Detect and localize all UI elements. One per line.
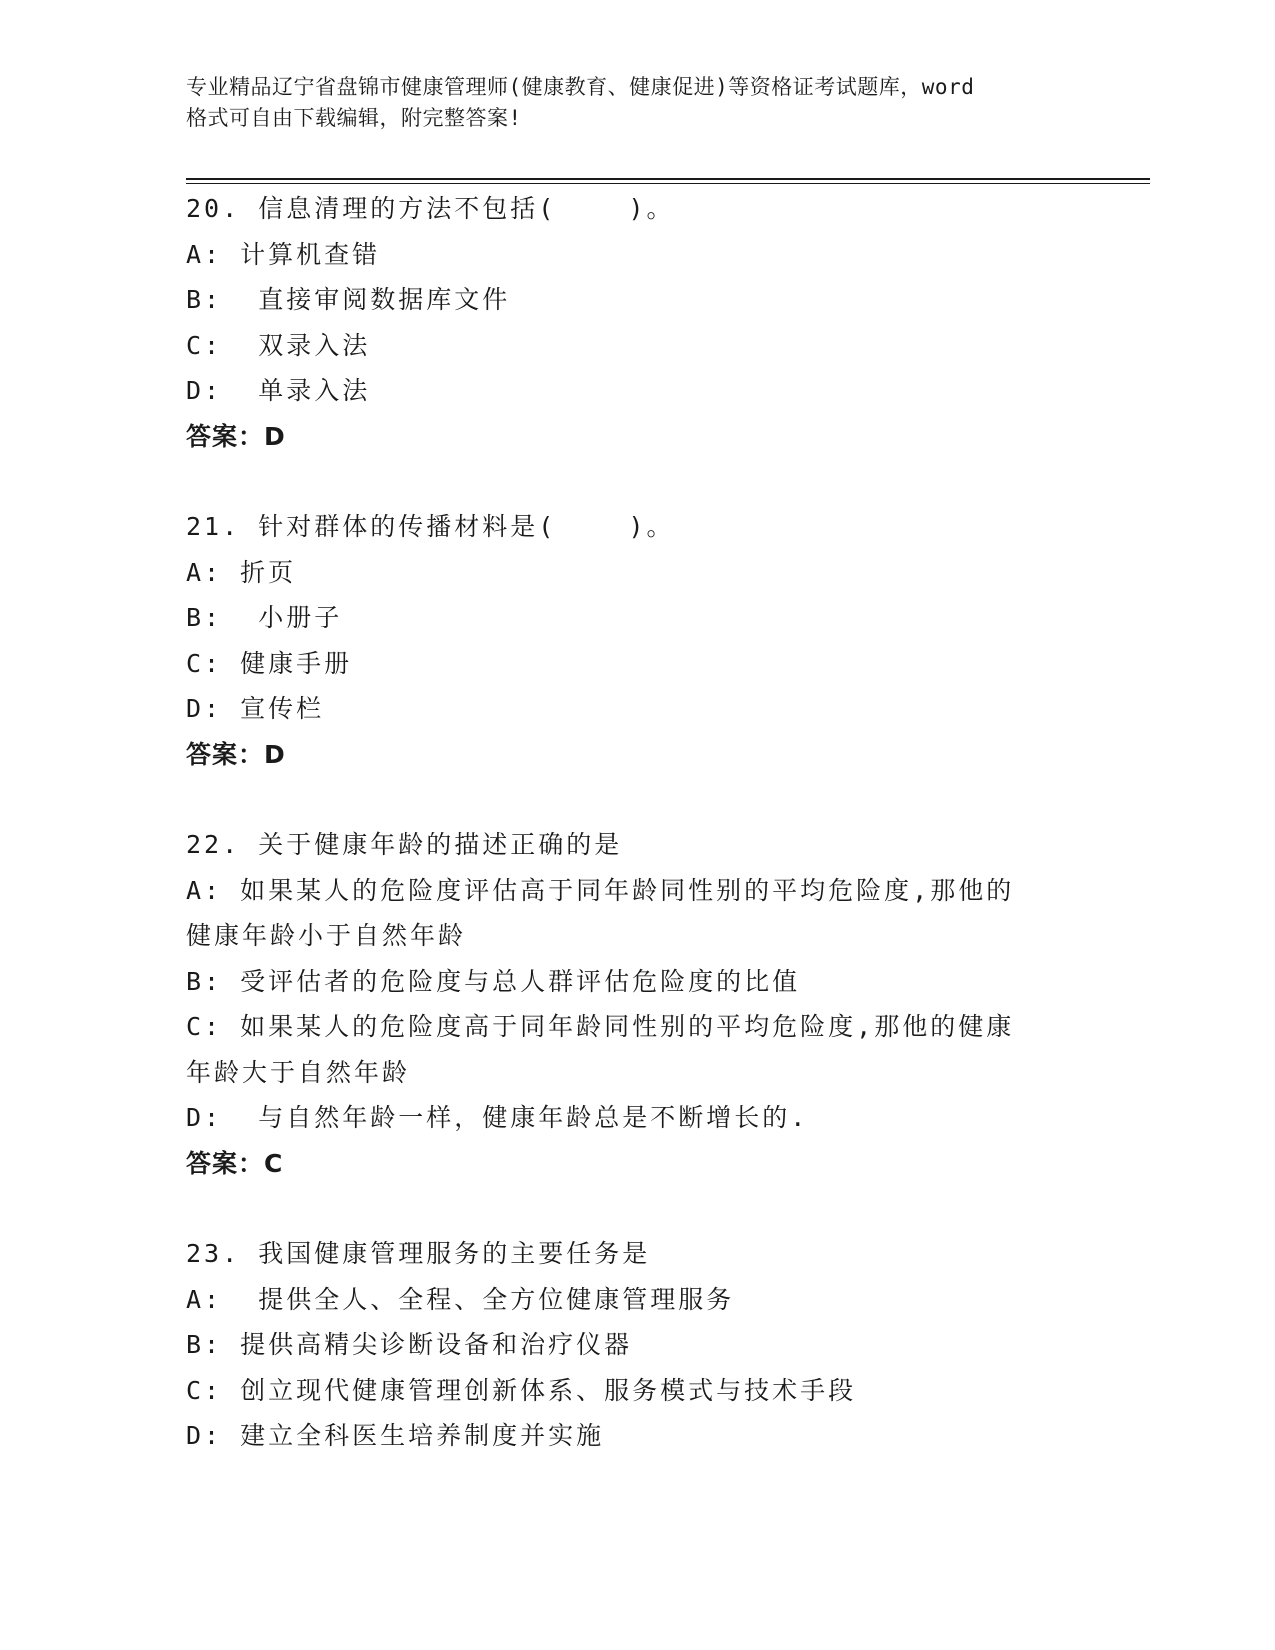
option-a: A: 提供全人、全程、全方位健康管理服务 — [186, 1284, 735, 1314]
answer: 答案：D — [186, 739, 286, 769]
answer: 答案：C — [186, 1148, 284, 1178]
question-stem: 23. 我国健康管理服务的主要任务是 — [186, 1239, 651, 1268]
option-d: D: 宣传栏 — [186, 694, 325, 723]
question-stem: 22. 关于健康年龄的描述正确的是 — [186, 830, 623, 859]
header-line-2: 格式可自由下载编辑，附完整答案! — [186, 106, 522, 130]
header-divider — [186, 178, 1150, 184]
option-a-text: A: 如果某人的危险度评估高于同年龄同性别的平均危险度,那他的健康年龄小于自然年龄 — [186, 875, 1015, 950]
option-c-text: C: 如果某人的危险度高于同年龄同性别的平均危险度,那他的健康年龄大于自然年龄 — [186, 1012, 1015, 1087]
document-header — [186, 72, 1086, 134]
option-d: D: 与自然年龄一样，健康年龄总是不断增长的. — [186, 1103, 809, 1132]
question-stem: 21. 针对群体的传播材料是( )。 — [186, 512, 675, 541]
header-line-1: 专业精品辽宁省盘锦市健康管理师(健康教育、健康促进)等资格证考试题库，word — [186, 75, 975, 99]
question-stem: 20. 信息清理的方法不包括( )。 — [186, 194, 675, 223]
option-a — [186, 868, 1026, 959]
option-b: B: 受评估者的危险度与总人群评估危险度的比值 — [186, 966, 801, 996]
option-d: D: 建立全科医生培养制度并实施 — [186, 1421, 605, 1450]
option-b: B: 小册子 — [186, 603, 343, 632]
option-c — [186, 1004, 1026, 1095]
option-b: B: 提供高精尖诊断设备和治疗仪器 — [186, 1330, 633, 1359]
option-a: A: 计算机查错 — [186, 239, 381, 269]
option-c: C: 健康手册 — [186, 648, 353, 678]
option-c: C: 创立现代健康管理创新体系、服务模式与技术手段 — [186, 1375, 857, 1405]
option-c: C: 双录入法 — [186, 330, 371, 360]
question-list — [186, 186, 1086, 1504]
option-d: D: 单录入法 — [186, 376, 371, 405]
question-23 — [186, 1231, 1086, 1459]
question-22 — [186, 822, 1086, 1186]
option-a: A: 折页 — [186, 557, 297, 587]
question-21 — [186, 504, 1086, 777]
answer: 答案：D — [186, 421, 286, 451]
question-20 — [186, 186, 1086, 459]
option-b: B: 直接审阅数据库文件 — [186, 285, 511, 314]
